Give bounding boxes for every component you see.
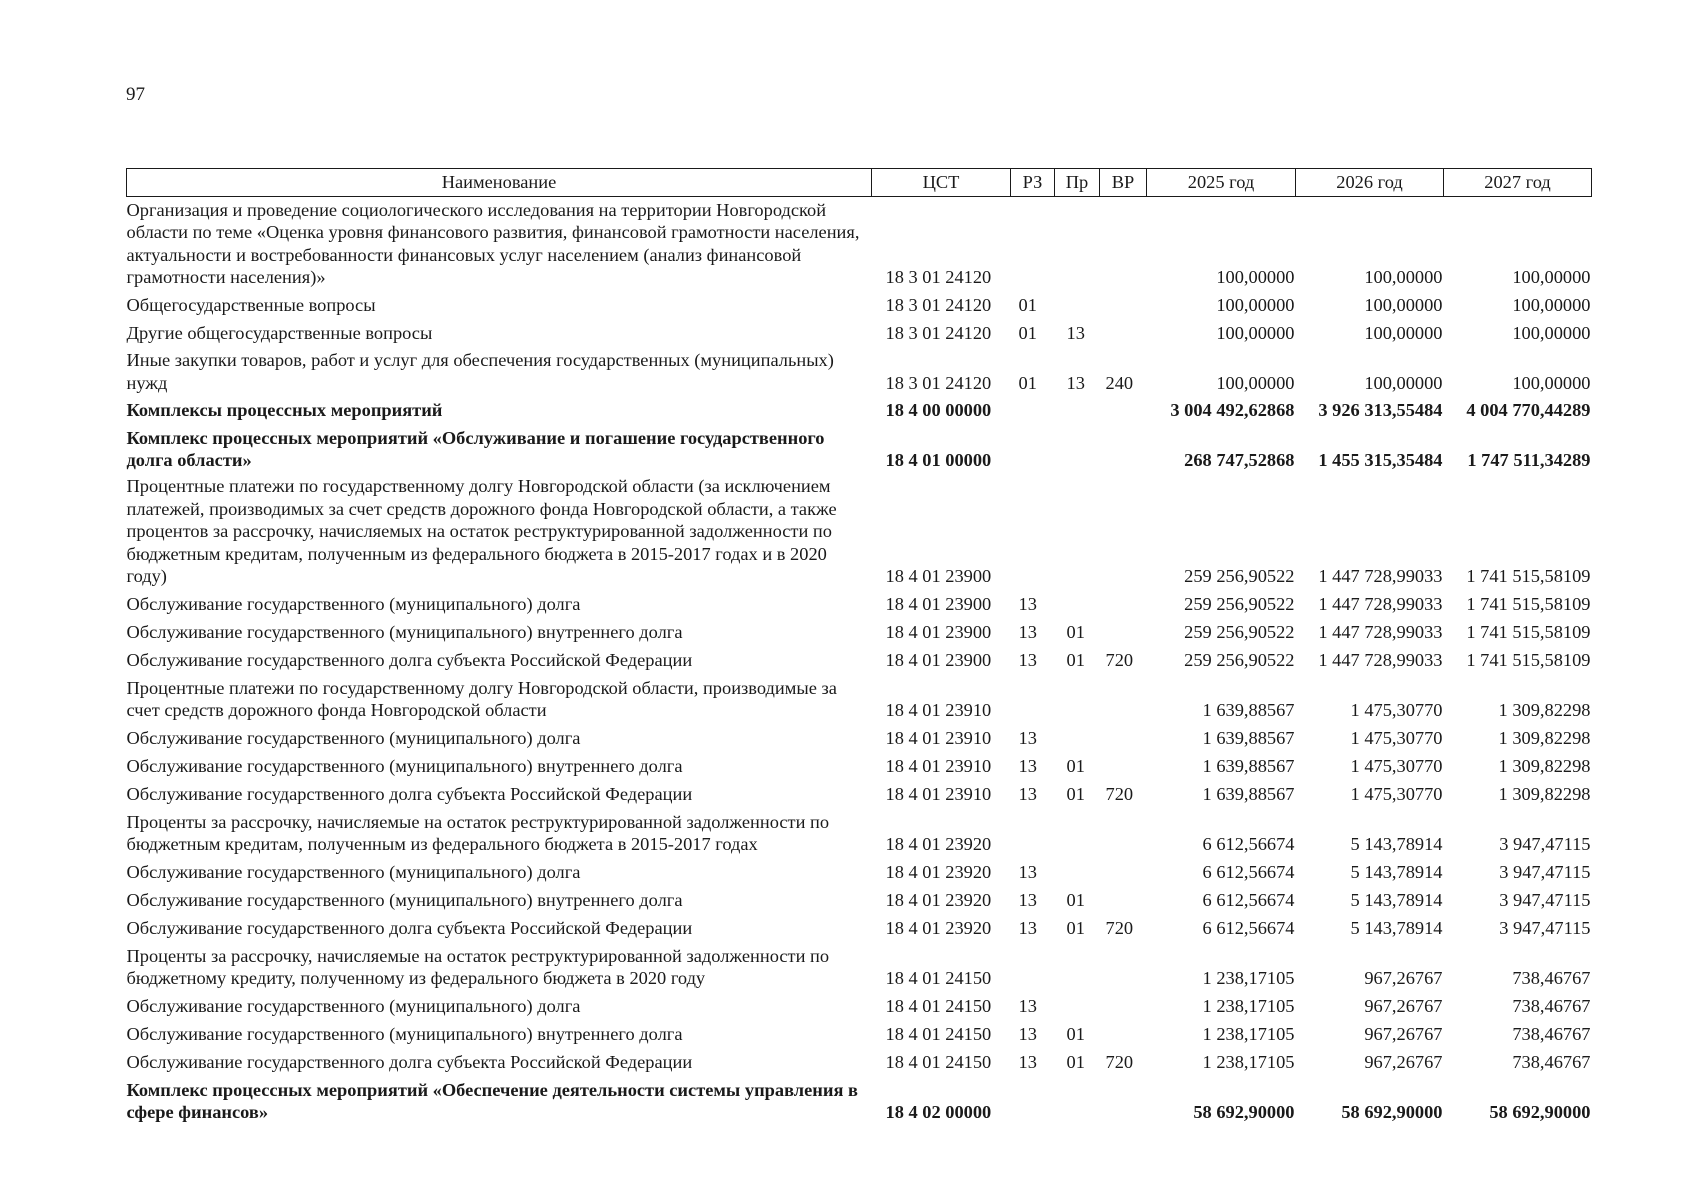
table-row — [127, 886, 1592, 914]
cell-2026: 5 143,78914 — [1350, 889, 1443, 910]
cell-cst: 18 4 01 23910 — [885, 727, 992, 748]
table-header-row — [127, 169, 1592, 197]
cell-vr — [1100, 425, 1147, 474]
cell-vr — [1100, 943, 1147, 992]
cell-pr: 13 — [1066, 372, 1085, 393]
column-header-2027: 2027 год — [1444, 169, 1592, 197]
cell-2027: 100,00000 — [1512, 267, 1591, 288]
cell-2026: 1 475,30770 — [1350, 700, 1443, 721]
cell-2027: 4 004 770,44289 — [1466, 400, 1591, 421]
cell-2027: 1 741 515,58109 — [1466, 566, 1591, 587]
table-row — [127, 724, 1592, 752]
cell-vr: 720 — [1105, 784, 1134, 805]
cell-pr — [1055, 197, 1100, 291]
cell-2025: 58 692,90000 — [1193, 1102, 1295, 1123]
cell-vr — [1100, 1020, 1147, 1048]
cell-pr — [1055, 425, 1100, 474]
cell-2027: 58 692,90000 — [1489, 1102, 1591, 1123]
column-header-rz: РЗ — [1011, 169, 1055, 197]
cell-2027: 100,00000 — [1512, 323, 1591, 344]
table-row — [127, 319, 1592, 347]
cell-2025: 100,00000 — [1216, 323, 1295, 344]
cell-2025: 268 747,52868 — [1184, 450, 1295, 471]
cell-vr — [1100, 858, 1147, 886]
cell-cst: 18 4 02 00000 — [885, 1102, 992, 1123]
table-row — [127, 992, 1592, 1020]
cell-pr — [1055, 1077, 1100, 1126]
cell-name: Обслуживание государственного (муниципального) долга — [126, 995, 581, 1016]
cell-name: Обслуживание государственного долга субъекта Российской Федерации — [126, 1052, 693, 1073]
cell-2025: 259 256,90522 — [1184, 650, 1295, 671]
cell-cst: 18 3 01 24120 — [885, 294, 992, 315]
cell-2027: 738,46767 — [1512, 995, 1591, 1016]
cell-name: Процентные платежи по государственному долгу Новгородской области, производимые за счет средств дорожного фонда Новгородской области — [126, 677, 837, 721]
column-header-vr: ВР — [1100, 169, 1147, 197]
cell-cst: 18 4 01 23900 — [885, 566, 992, 587]
cell-cst: 18 4 01 00000 — [885, 450, 992, 471]
cell-2026: 100,00000 — [1364, 323, 1443, 344]
cell-vr — [1100, 1077, 1147, 1126]
cell-vr — [1100, 618, 1147, 646]
column-header-2025: 2025 год — [1147, 169, 1296, 197]
cell-rz: 13 — [1018, 889, 1037, 910]
cell-2025: 1 238,17105 — [1202, 1024, 1295, 1044]
table-row — [127, 943, 1592, 992]
cell-vr: 720 — [1105, 650, 1134, 671]
cell-name: Обслуживание государственного долга субъекта Российской Федерации — [126, 784, 693, 805]
cell-name: Обслуживание государственного (муниципального) внутреннего долга — [126, 889, 683, 910]
table-row — [127, 291, 1592, 319]
cell-cst: 18 4 00 00000 — [885, 400, 992, 421]
cell-cst: 18 3 01 24120 — [885, 372, 992, 393]
cell-rz — [1011, 675, 1055, 724]
cell-2025: 6 612,56674 — [1202, 918, 1295, 939]
cell-2027: 3 947,47115 — [1499, 918, 1591, 939]
cell-pr: 01 — [1066, 784, 1085, 805]
cell-pr: 01 — [1066, 889, 1085, 910]
cell-name: Обслуживание государственного (муниципального) внутреннего долга — [126, 755, 683, 776]
cell-vr — [1100, 675, 1147, 724]
cell-vr — [1100, 752, 1147, 780]
cell-name: Проценты за рассрочку, начисляемые на остаток реструктурированной задолженности по бюджетным кредитам, полученным из федерального бюджета в 2015-2017 годах — [126, 811, 830, 855]
cell-name: Организация и проведение социологического исследования на территории Новгородской области по теме «Оценка уровня финансового развития, финансовой грамотности населения, актуальности и востребованности финансовых услуг населением (анализ финансовой грамотности населения)» — [126, 200, 860, 288]
table-row — [127, 590, 1592, 618]
cell-2025: 1 639,88567 — [1202, 727, 1295, 748]
cell-pr — [1055, 943, 1100, 992]
cell-2027: 1 309,82298 — [1498, 755, 1591, 776]
cell-vr — [1100, 291, 1147, 319]
cell-cst: 18 4 01 23900 — [885, 650, 992, 671]
cell-pr — [1055, 396, 1100, 424]
cell-rz: 13 — [1018, 861, 1037, 882]
cell-rz: 13 — [1018, 727, 1037, 748]
table-row — [127, 809, 1592, 858]
cell-rz: 13 — [1018, 1052, 1037, 1073]
cell-2027: 1 309,82298 — [1498, 727, 1591, 748]
cell-cst: 18 4 01 23920 — [885, 918, 992, 939]
table-row — [127, 752, 1592, 780]
table-body — [127, 197, 1592, 1126]
table-row — [127, 675, 1592, 724]
cell-pr — [1055, 809, 1100, 858]
cell-2026: 5 143,78914 — [1350, 918, 1443, 939]
cell-name: Обслуживание государственного долга субъекта Российской Федерации — [126, 650, 693, 671]
cell-vr: 720 — [1105, 1052, 1134, 1073]
cell-2027: 738,46767 — [1512, 968, 1591, 989]
cell-vr: 720 — [1105, 918, 1134, 939]
cell-vr — [1100, 992, 1147, 1020]
column-header-2026: 2026 год — [1296, 169, 1444, 197]
cell-2027: 1 309,82298 — [1498, 784, 1591, 805]
cell-2025: 259 256,90522 — [1184, 593, 1295, 614]
cell-pr — [1055, 590, 1100, 618]
cell-cst: 18 4 01 23920 — [885, 861, 992, 882]
cell-rz: 13 — [1018, 593, 1037, 614]
cell-name: Обслуживание государственного (муниципального) долга — [126, 593, 581, 614]
table-row — [127, 396, 1592, 424]
table-row — [127, 425, 1592, 474]
cell-2025: 6 612,56674 — [1202, 861, 1295, 882]
cell-2026: 5 143,78914 — [1350, 834, 1443, 855]
cell-2027: 1 741 515,58109 — [1466, 593, 1591, 614]
cell-2026: 1 475,30770 — [1350, 727, 1443, 748]
cell-name: Обслуживание государственного долга субъекта Российской Федерации — [126, 918, 693, 939]
page-number: 97 — [126, 84, 145, 105]
cell-name: Обслуживание государственного (муниципального) внутреннего долга — [126, 1024, 683, 1044]
cell-vr — [1100, 590, 1147, 618]
cell-2025: 1 238,17105 — [1202, 1052, 1295, 1073]
table-row — [127, 914, 1592, 942]
cell-pr: 01 — [1066, 650, 1085, 671]
cell-pr: 01 — [1066, 755, 1085, 776]
cell-2027: 3 947,47115 — [1499, 834, 1591, 855]
cell-2025: 259 256,90522 — [1184, 566, 1295, 587]
cell-2025: 3 004 492,62868 — [1170, 400, 1295, 421]
cell-rz — [1011, 1077, 1055, 1126]
cell-cst: 18 4 01 23910 — [885, 700, 992, 721]
cell-cst: 18 3 01 24120 — [885, 267, 992, 288]
cell-vr — [1100, 809, 1147, 858]
cell-name: Обслуживание государственного (муниципального) долга — [126, 727, 581, 748]
cell-2025: 6 612,56674 — [1202, 889, 1295, 910]
cell-2026: 967,26767 — [1364, 1024, 1443, 1044]
cell-rz — [1011, 197, 1055, 291]
cell-2026: 100,00000 — [1364, 267, 1443, 288]
column-header-name: Наименование — [127, 169, 872, 197]
cell-rz — [1011, 425, 1055, 474]
cell-name: Процентные платежи по государственному долгу Новгородской области (за исключением платежей, производимых за счет средств дорожного фонда Новгородской области, а также процентов за рассрочку, начисляемых на остаток реструктурированной задолженности по бюджетным кредитам, полученным из федерального бюджета в 2015-2017 годах и в 2020 году) — [126, 476, 837, 587]
cell-2026: 100,00000 — [1364, 372, 1443, 393]
table-row — [127, 473, 1592, 589]
table-row — [127, 780, 1592, 808]
cell-2027: 1 747 511,34289 — [1467, 450, 1591, 471]
cell-name: Комплекс процессных мероприятий «Обслуживание и погашение государственного долга области» — [126, 427, 825, 471]
cell-vr — [1100, 319, 1147, 347]
cell-cst: 18 4 01 24150 — [885, 995, 992, 1016]
cell-rz: 01 — [1018, 372, 1037, 393]
table-row — [127, 1020, 1592, 1048]
cell-2027: 738,46767 — [1512, 1052, 1591, 1073]
cell-cst: 18 4 01 23920 — [885, 834, 992, 855]
cell-2027: 100,00000 — [1512, 372, 1591, 393]
cell-2026: 1 447 728,99033 — [1318, 566, 1443, 587]
table-row — [127, 858, 1592, 886]
budget-table — [126, 168, 1592, 1126]
cell-cst: 18 4 01 24150 — [885, 1052, 992, 1073]
cell-2025: 100,00000 — [1216, 267, 1295, 288]
cell-cst: 18 4 01 23920 — [885, 889, 992, 910]
column-header-cst: ЦСТ — [872, 169, 1011, 197]
cell-2025: 100,00000 — [1216, 294, 1295, 315]
cell-vr — [1100, 396, 1147, 424]
cell-rz: 13 — [1018, 918, 1037, 939]
cell-2025: 259 256,90522 — [1184, 621, 1295, 642]
cell-pr: 01 — [1066, 1052, 1085, 1073]
cell-cst: 18 4 01 23910 — [885, 784, 992, 805]
cell-pr — [1055, 675, 1100, 724]
cell-name: Иные закупки товаров, работ и услуг для обеспечения государственных (муниципальных) нужд — [126, 350, 834, 393]
cell-2026: 1 447 728,99033 — [1318, 650, 1443, 671]
cell-2027: 1 741 515,58109 — [1466, 621, 1591, 642]
column-header-pr: Пр — [1055, 169, 1100, 197]
cell-rz — [1011, 809, 1055, 858]
cell-pr: 01 — [1066, 621, 1085, 642]
cell-rz — [1011, 396, 1055, 424]
cell-2025: 100,00000 — [1216, 372, 1295, 393]
cell-2026: 1 455 315,35484 — [1318, 450, 1443, 471]
cell-2025: 1 639,88567 — [1202, 755, 1295, 776]
cell-2025: 1 639,88567 — [1202, 700, 1295, 721]
cell-cst: 18 3 01 24120 — [885, 323, 992, 344]
table-row — [127, 646, 1592, 674]
table-row — [127, 1077, 1592, 1126]
cell-2027: 3 947,47115 — [1499, 889, 1591, 910]
table-row — [127, 347, 1592, 396]
cell-2026: 100,00000 — [1364, 294, 1443, 315]
cell-2026: 967,26767 — [1364, 995, 1443, 1016]
cell-2026: 1 447 728,99033 — [1318, 593, 1443, 614]
cell-rz — [1011, 943, 1055, 992]
cell-2026: 3 926 313,55484 — [1318, 400, 1443, 421]
cell-name: Комплекс процессных мероприятий «Обеспечение деятельности системы управления в сфере финансов» — [126, 1079, 858, 1123]
cell-rz: 13 — [1018, 621, 1037, 642]
cell-2027: 100,00000 — [1512, 294, 1591, 315]
cell-rz: 13 — [1018, 1024, 1037, 1044]
cell-2025: 1 238,17105 — [1202, 995, 1295, 1016]
cell-vr — [1100, 197, 1147, 291]
cell-pr — [1055, 858, 1100, 886]
cell-2027: 1 309,82298 — [1498, 700, 1591, 721]
cell-cst: 18 4 01 23900 — [885, 621, 992, 642]
cell-2025: 1 238,17105 — [1202, 968, 1295, 989]
cell-2026: 1 475,30770 — [1350, 755, 1443, 776]
cell-name: Обслуживание государственного (муниципального) внутреннего долга — [126, 621, 683, 642]
cell-2027: 3 947,47115 — [1499, 861, 1591, 882]
cell-2026: 1 447 728,99033 — [1318, 621, 1443, 642]
cell-name: Обслуживание государственного (муниципального) долга — [126, 861, 581, 882]
cell-rz: 13 — [1018, 995, 1037, 1016]
cell-2026: 5 143,78914 — [1350, 861, 1443, 882]
table-row — [127, 618, 1592, 646]
cell-2025: 1 639,88567 — [1202, 784, 1295, 805]
cell-name: Комплексы процессных мероприятий — [126, 400, 443, 421]
cell-cst: 18 4 01 23910 — [885, 755, 992, 776]
cell-2026: 1 475,30770 — [1350, 784, 1443, 805]
cell-name: Другие общегосударственные вопросы — [126, 323, 433, 344]
cell-pr — [1055, 473, 1100, 589]
table-row — [127, 1048, 1592, 1076]
cell-2026: 967,26767 — [1364, 968, 1443, 989]
cell-pr: 01 — [1066, 1024, 1085, 1044]
cell-rz: 13 — [1018, 650, 1037, 671]
cell-cst: 18 4 01 24150 — [885, 968, 992, 989]
cell-pr: 13 — [1066, 323, 1085, 344]
cell-name: Проценты за рассрочку, начисляемые на остаток реструктурированной задолженности по бюджетному кредиту, полученному из федерального бюджета в 2020 году — [126, 945, 830, 989]
cell-name: Общегосударственные вопросы — [126, 294, 376, 315]
cell-2027: 1 741 515,58109 — [1466, 650, 1591, 671]
cell-rz: 13 — [1018, 755, 1037, 776]
cell-rz — [1011, 473, 1055, 589]
cell-rz: 01 — [1018, 294, 1037, 315]
cell-pr: 01 — [1066, 918, 1085, 939]
cell-rz: 01 — [1018, 323, 1037, 344]
cell-vr — [1100, 724, 1147, 752]
cell-2025: 6 612,56674 — [1202, 834, 1295, 855]
cell-rz: 13 — [1018, 784, 1037, 805]
table-row — [127, 197, 1592, 291]
cell-2026: 58 692,90000 — [1341, 1102, 1443, 1123]
cell-pr — [1055, 724, 1100, 752]
cell-pr — [1055, 992, 1100, 1020]
cell-vr — [1100, 886, 1147, 914]
cell-vr: 240 — [1105, 372, 1134, 393]
cell-vr — [1100, 473, 1147, 589]
cell-cst: 18 4 01 23900 — [885, 593, 992, 614]
cell-pr — [1055, 291, 1100, 319]
cell-2027: 738,46767 — [1512, 1024, 1591, 1044]
cell-cst: 18 4 01 24150 — [885, 1024, 992, 1044]
cell-2026: 967,26767 — [1364, 1052, 1443, 1073]
